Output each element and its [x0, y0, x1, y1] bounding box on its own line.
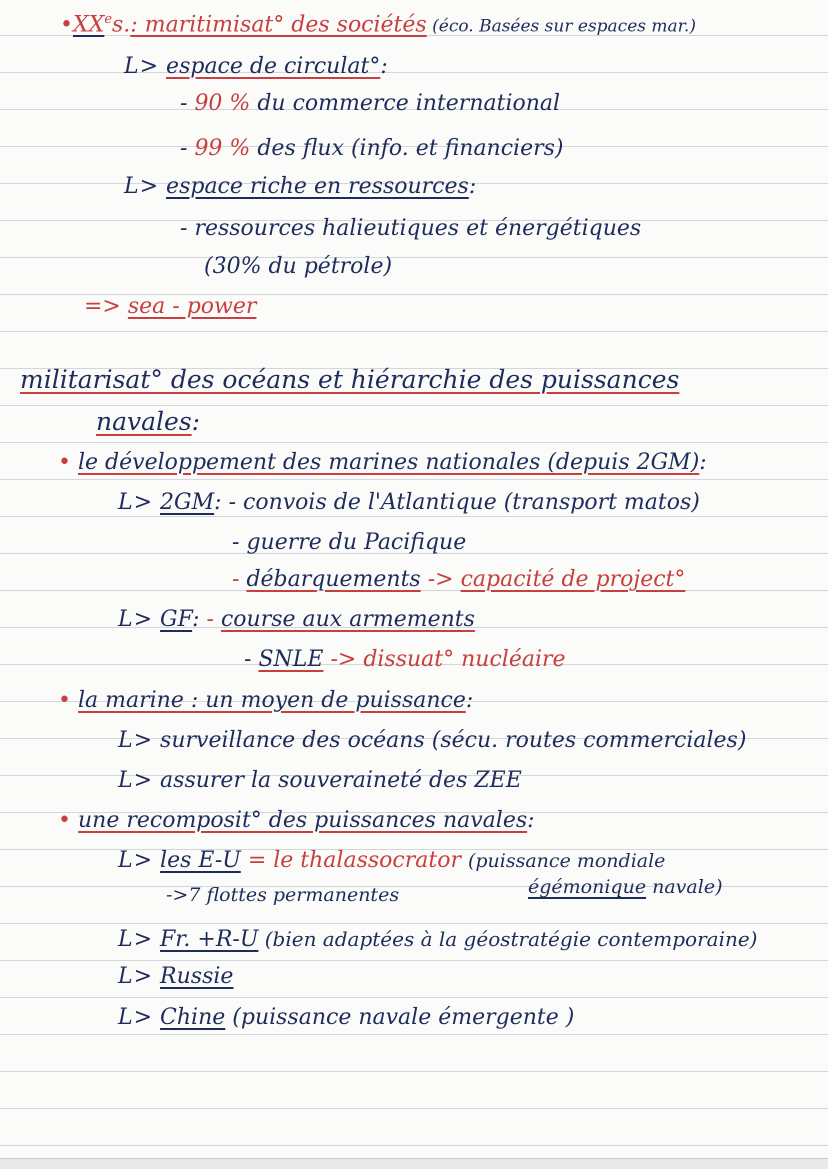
section2-title-line1: militarisat° des océans et hiérarchie des puissances	[20, 365, 680, 394]
frru-note: (bien adaptées à la géostratégie contemporaine)	[258, 927, 758, 951]
sub3-title: une recomposit° des puissances navales	[77, 808, 528, 833]
colon: :	[192, 607, 200, 632]
flux-line	[180, 134, 564, 164]
gm-line	[118, 488, 700, 518]
chine-line	[118, 1003, 574, 1033]
russie-label: Russie	[160, 964, 234, 989]
section1-heading	[60, 5, 696, 41]
eu-note-continued	[528, 872, 722, 902]
flottes-line	[166, 880, 399, 910]
capacite-text: capacité de project°	[460, 567, 686, 592]
dash: -	[232, 530, 247, 555]
century-label: XX	[72, 12, 105, 38]
dash: -	[180, 216, 195, 241]
section2-title	[20, 365, 679, 395]
dash: -	[180, 136, 195, 161]
arrow-marker: L>	[118, 768, 154, 793]
pct-commerce: 90 %	[194, 91, 251, 116]
petrole-line	[204, 252, 392, 282]
commerce-text: du commerce international	[250, 91, 561, 116]
pacifique-line	[232, 528, 466, 558]
colon: :	[380, 54, 388, 79]
section2-title-line2: navales	[96, 407, 192, 436]
ressources-label: espace riche en ressources	[166, 174, 469, 199]
equals-sign: =	[240, 848, 274, 873]
debarquements-line	[232, 565, 685, 595]
sea-power-label: sea - power	[127, 294, 257, 319]
arrow-marker: L>	[118, 728, 154, 753]
flux-text: des flux (info. et financiers)	[250, 136, 564, 161]
sub2-title: la marine : un moyen de puissance	[77, 688, 466, 713]
section2-title-cont	[96, 407, 200, 437]
frru-line	[118, 924, 758, 955]
dash: -	[232, 567, 247, 592]
russie-line	[118, 962, 233, 992]
colon: :	[191, 407, 201, 436]
eu-note-b: égémonique	[528, 876, 647, 898]
dash: -	[228, 490, 244, 515]
red-arrow: ->	[330, 647, 357, 672]
section1-note: (éco. Basées sur espaces mar.)	[426, 16, 696, 37]
chine-note: (puissance navale émergente )	[225, 1005, 575, 1030]
arrow-marker: L>	[124, 54, 160, 79]
arrow-marker: L>	[124, 174, 160, 199]
ressources-line	[124, 172, 476, 202]
thalasso-text: le thalassocrator	[273, 848, 461, 873]
circulation-line	[124, 52, 388, 82]
arrow-marker: L>	[118, 927, 154, 952]
debarquements-text: débarquements	[246, 567, 421, 592]
bullet: •	[58, 450, 71, 475]
chine-label: Chine	[160, 1005, 226, 1030]
commerce-line	[180, 89, 560, 119]
arrow-marker: L>	[118, 607, 154, 632]
sub1-title: le développement des marines nationales (depuis 2GM)	[77, 450, 700, 475]
eu-label: les E-U	[160, 848, 241, 873]
century-superscript: e	[104, 12, 113, 27]
circulation-label: espace de circulat°	[166, 54, 381, 79]
souverainete-text: assurer la souveraineté des ZEE	[160, 768, 522, 793]
flottes-text: ->7 flottes permanentes	[166, 884, 400, 906]
eu-note-a: (puissance mondiale	[467, 850, 666, 872]
sub3-heading	[58, 806, 535, 836]
convois-text: convois de l'Atlantique (transport matos)	[243, 490, 700, 515]
colon: :	[465, 688, 474, 713]
bullet: •	[60, 12, 73, 38]
arrow-marker: L>	[118, 848, 154, 873]
sub2-heading	[58, 686, 473, 716]
bullet: •	[58, 688, 71, 713]
course-text: course aux armements	[220, 607, 475, 632]
red-arrow: ->	[427, 567, 454, 592]
dash: -	[180, 91, 195, 116]
eu-note-c: navale)	[646, 876, 723, 898]
surveillance-text: surveillance des océans (sécu. routes commerciales)	[160, 728, 747, 753]
page-bottom-edge	[0, 1158, 828, 1169]
frru-label: Fr. +R-U	[160, 927, 259, 952]
colon: :	[699, 450, 707, 475]
ressources-detail: ressources halieutiques et énergétiques	[194, 216, 642, 241]
colon: :	[214, 490, 222, 515]
pct-flux: 99 %	[194, 136, 251, 161]
ressources-detail-line	[180, 214, 641, 244]
snle-line	[244, 645, 566, 675]
siecle-label: s.	[112, 12, 131, 38]
gf-line	[118, 605, 475, 635]
dash: -	[206, 607, 221, 632]
colon: :	[468, 174, 477, 199]
arrow-marker: L>	[118, 1005, 154, 1030]
gm-label: 2GM	[160, 490, 215, 515]
conclusion-arrow: =>	[84, 294, 121, 319]
arrow-marker: L>	[118, 964, 154, 989]
dash: -	[244, 647, 259, 672]
conclusion-line	[84, 292, 256, 322]
gf-label: GF	[160, 607, 193, 632]
section1-title: : maritimisat° des sociétés	[130, 12, 427, 38]
souverainete-line	[118, 766, 522, 796]
dissuasion-text: dissuat° nucléaire	[363, 647, 566, 672]
arrow-marker: L>	[118, 490, 154, 515]
pacifique-text: guerre du Pacifique	[246, 530, 467, 555]
petrole-text: (30% du pétrole)	[204, 254, 393, 279]
surveillance-line	[118, 726, 746, 756]
sub1-heading	[58, 448, 707, 478]
snle-text: SNLE	[258, 647, 324, 672]
bullet: •	[58, 808, 71, 833]
colon: :	[527, 808, 535, 833]
